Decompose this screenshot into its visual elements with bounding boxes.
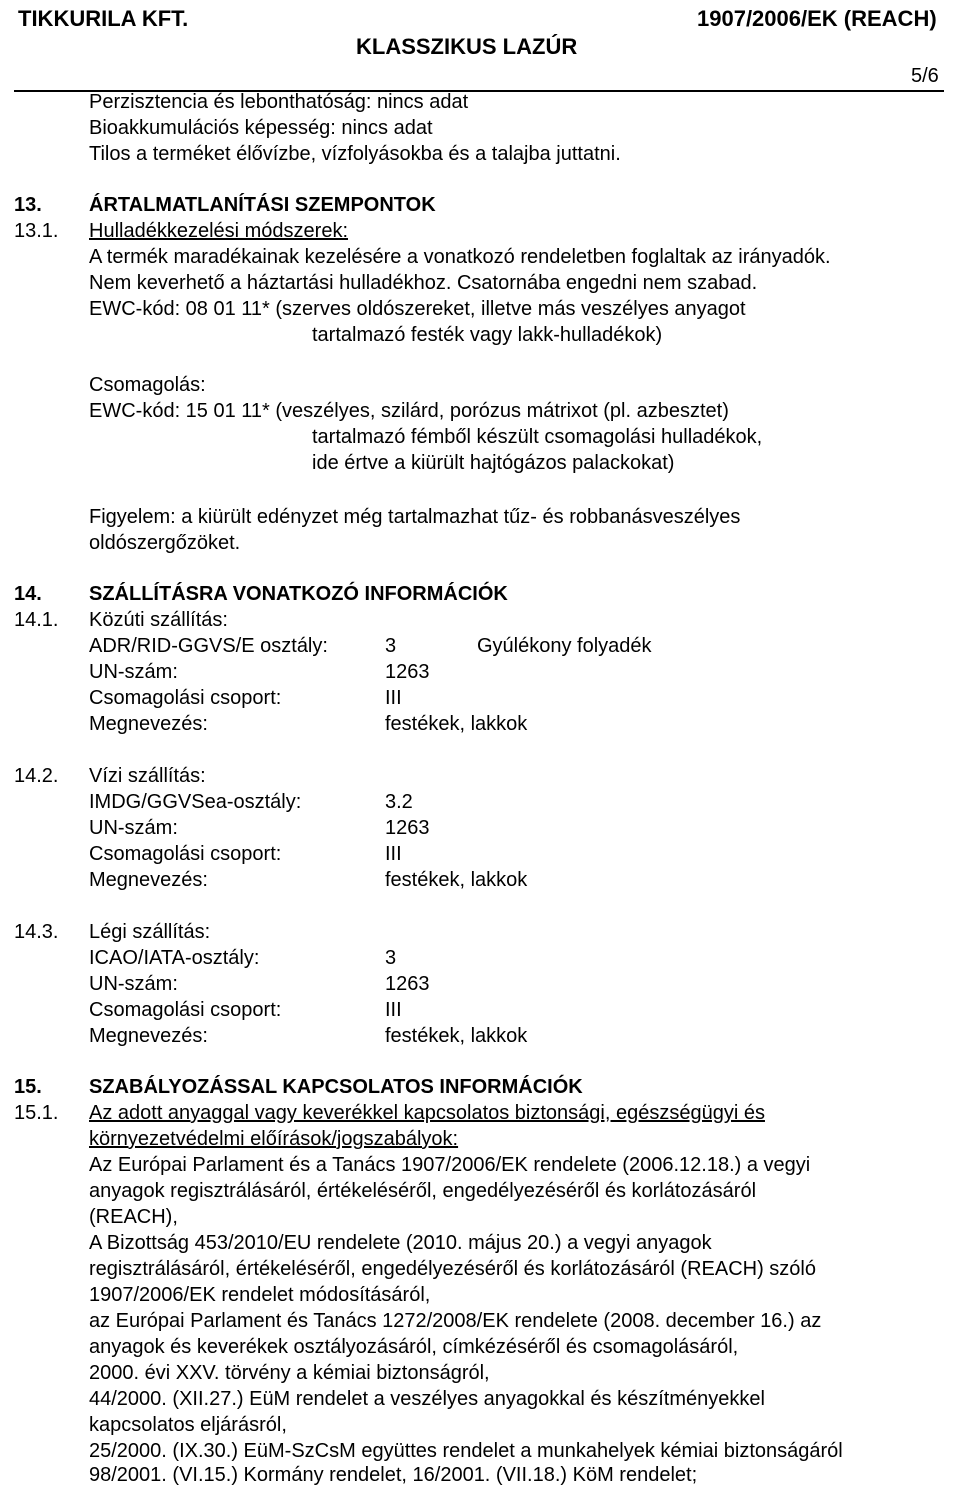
sea-class-value: 3.2	[385, 791, 413, 813]
sea-pg-value: III	[385, 843, 402, 865]
section-15-1-number: 15.1.	[14, 1102, 59, 1124]
road-class-value: 3	[385, 635, 397, 657]
prohibition-line: Tilos a terméket élővízbe, vízfolyásokba és a talajba juttatni.	[89, 143, 621, 165]
road-pg-label: Csomagolási csoport:	[89, 687, 282, 709]
warning-line: Figyelem: a kiürült edényzet még tartalmazhat tűz- és robbanásveszélyes	[89, 506, 741, 528]
regulation-line: kapcsolatos eljárásról,	[89, 1414, 287, 1436]
section-15-number: 15.	[14, 1076, 42, 1098]
section-13-title: ÁRTALMATLANÍTÁSI SZEMPONTOK	[89, 194, 436, 216]
road-un-label: UN-szám:	[89, 661, 178, 683]
road-class-desc: Gyúlékony folyadék	[477, 635, 652, 657]
sea-un-value: 1263	[385, 817, 430, 839]
sea-pg-label: Csomagolási csoport:	[89, 843, 282, 865]
regulation-line: anyagok regisztrálásáról, értékeléséről, engedélyezéséről és korlátozásáról	[89, 1180, 757, 1202]
section-14-1-number: 14.1.	[14, 609, 59, 631]
section-13-1-number: 13.1.	[14, 220, 59, 242]
air-pg-label: Csomagolási csoport:	[89, 999, 282, 1021]
section-15-1-title: környezetvédelmi előírások/jogszabályok:	[89, 1128, 459, 1150]
air-transport-title: Légi szállítás:	[89, 921, 211, 943]
product-name: KLASSZIKUS LAZÚR	[356, 34, 578, 59]
air-class-value: 3	[385, 947, 397, 969]
regulation-line: regisztrálásáról, értékeléséről, engedélyezéséről és korlátozásáról (REACH) szóló	[89, 1258, 816, 1280]
regulation-line: 44/2000. (XII.27.) EüM rendelet a veszélyes anyagokkal és készítményekkel	[89, 1388, 765, 1410]
ewc-code-desc: tartalmazó festék vagy lakk-hulladékok)	[312, 324, 663, 346]
regulation-line: (REACH),	[89, 1206, 178, 1228]
s13-text-line: A termék maradékainak kezelésére a vonatkozó rendeletben foglaltak az irányadók.	[89, 246, 831, 268]
air-name-label: Megnevezés:	[89, 1025, 208, 1047]
bioaccumulation-line: Bioakkumulációs képesség: nincs adat	[89, 117, 433, 139]
road-un-value: 1263	[385, 661, 430, 683]
road-pg-value: III	[385, 687, 402, 709]
road-name-label: Megnevezés:	[89, 713, 208, 735]
road-transport-title: Közúti szállítás:	[89, 609, 228, 631]
section-14-2-number: 14.2.	[14, 765, 59, 787]
persistence-line: Perzisztencia és lebonthatóság: nincs adat	[89, 91, 469, 113]
page-number: 5/6	[911, 65, 939, 87]
sea-un-label: UN-szám:	[89, 817, 178, 839]
sea-transport-title: Vízi szállítás:	[89, 765, 206, 787]
section-14-3-number: 14.3.	[14, 921, 59, 943]
packaging-ewc-desc: ide értve a kiürült hajtógázos palackokat)	[312, 452, 675, 474]
regulation-line: 1907/2006/EK rendelet módosításáról,	[89, 1284, 431, 1306]
road-class-label: ADR/RID-GGVS/E osztály:	[89, 635, 328, 657]
regulation-line: az Európai Parlament és Tanács 1272/2008/EK rendelete (2008. december 16.) az	[89, 1310, 822, 1332]
road-name-value: festékek, lakkok	[385, 713, 528, 735]
regulation-ref: 1907/2006/EK (REACH)	[697, 6, 937, 31]
regulation-line: 98/2001. (VI.15.) Kormány rendelet, 16/2001. (VII.18.) KöM rendelet;	[89, 1464, 698, 1486]
section-15-title: SZABÁLYOZÁSSAL KAPCSOLATOS INFORMÁCIÓK	[89, 1076, 583, 1098]
air-class-label: ICAO/IATA-osztály:	[89, 947, 260, 969]
sea-class-label: IMDG/GGVSea-osztály:	[89, 791, 302, 813]
sea-name-value: festékek, lakkok	[385, 869, 528, 891]
s13-text-line: Nem keverhető a háztartási hulladékhoz. Csatornába engedni nem szabad.	[89, 272, 758, 294]
air-un-label: UN-szám:	[89, 973, 178, 995]
regulation-line: 25/2000. (IX.30.) EüM-SzCsM együttes rendelet a munkahelyek kémiai biztonságáról	[89, 1440, 843, 1462]
packaging-ewc-line: EWC-kód: 15 01 11* (veszélyes, szilárd, porózus mátrixot (pl. azbesztet)	[89, 400, 729, 422]
section-15-1-title: Az adott anyaggal vagy keverékkel kapcsolatos biztonsági, egészségügyi és	[89, 1102, 765, 1124]
air-pg-value: III	[385, 999, 402, 1021]
packaging-ewc-desc: tartalmazó fémből készült csomagolási hulladékok,	[312, 426, 763, 448]
regulation-line: Az Európai Parlament és a Tanács 1907/2006/EK rendelete (2006.12.18.) a vegyi	[89, 1154, 811, 1176]
ewc-code-line: EWC-kód: 08 01 11* (szerves oldószereket, illetve más veszélyes anyagot	[89, 298, 746, 320]
section-14-number: 14.	[14, 583, 42, 605]
regulation-line: A Bizottság 453/2010/EU rendelete (2010. május 20.) a vegyi anyagok	[89, 1232, 712, 1254]
section-13-number: 13.	[14, 194, 42, 216]
section-14-title: SZÁLLÍTÁSRA VONATKOZÓ INFORMÁCIÓK	[89, 583, 508, 605]
air-un-value: 1263	[385, 973, 430, 995]
packaging-label: Csomagolás:	[89, 374, 206, 396]
warning-line: oldószergőzöket.	[89, 532, 241, 554]
air-name-value: festékek, lakkok	[385, 1025, 528, 1047]
regulation-line: 2000. évi XXV. törvény a kémiai biztonságról,	[89, 1362, 490, 1384]
sea-name-label: Megnevezés:	[89, 869, 208, 891]
regulation-line: anyagok és keverékek osztályozásáról, címkézéséről és csomagolásáról,	[89, 1336, 739, 1358]
company-name: TIKKURILA KFT.	[18, 6, 189, 31]
section-13-1-title: Hulladékkezelési módszerek:	[89, 220, 349, 242]
